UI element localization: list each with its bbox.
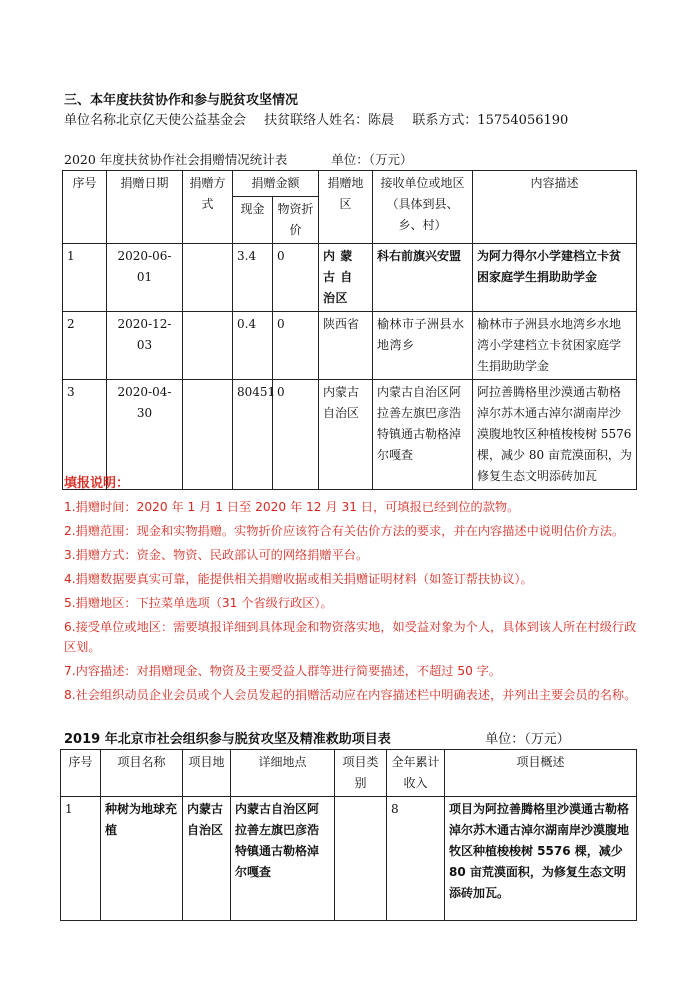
note-item: 7.内容描述：对捐赠现金、物资及主要受益人群等进行简要描述，不超过 50 字。 <box>64 664 502 678</box>
header-amount: 捐赠金额 <box>233 171 319 197</box>
header-region: 捐赠地区 <box>319 171 373 244</box>
note-item: 5.捐赠地区：下拉菜单选项（31 个省级行政区）。 <box>64 596 333 610</box>
table2-unit: 单位：（万元） <box>485 732 570 747</box>
cell-date: 2020-06-01 <box>107 244 183 312</box>
table2-title: 2019 年北京市社会组织参与脱贫攻坚及精准救助项目表 <box>64 732 391 747</box>
table1-title: 2020 年度扶贫协作社会捐赠情况统计表 <box>64 152 288 167</box>
cell-no: 1 <box>61 797 101 921</box>
header-cash: 现金 <box>233 197 273 244</box>
table-row <box>61 797 637 921</box>
filling-notes <box>64 472 644 709</box>
cell-method <box>183 312 233 380</box>
cell-income: 8 <box>387 797 445 921</box>
cell-receiver: 内蒙古自治区阿拉善左旗巴彦浩特镇通古勒格淖尔嘎查 <box>373 380 473 490</box>
table-row <box>63 312 637 380</box>
header-receiver: 接收单位或地区（具体到县、乡、村） <box>373 171 473 244</box>
cell-desc: 阿拉善腾格里沙漠通古勒格淖尔苏木通古淖尔湖南岸沙漠腹地牧区种植梭梭树 5576 棵，减少 80 亩荒漠面积，为修复生态文明添砖加瓦 <box>473 380 637 490</box>
cell-region: 内 蒙 古 自 治区 <box>319 244 373 312</box>
note-item: 1.捐赠时间：2020 年 1 月 1 日至 2020 年 12 月 31 日，可填报已经到位的款物。 <box>64 500 520 514</box>
notes-title: 填报说明： <box>64 476 130 491</box>
cell-date: 2020-04-30 <box>107 380 183 490</box>
cell-goods: 0 <box>273 380 319 490</box>
header-name: 项目名称 <box>101 750 183 797</box>
cell-method <box>183 244 233 312</box>
table-row <box>63 244 637 312</box>
cell-desc: 为阿力得尔小学建档立卡贫困家庭学生捐助助学金 <box>473 244 637 312</box>
header-desc: 内容描述 <box>473 171 637 244</box>
header-method: 捐赠方式 <box>183 171 233 244</box>
cell-category <box>335 797 387 921</box>
cell-receiver: 科右前旗兴安盟 <box>373 244 473 312</box>
note-item: 6.接受单位或地区：需要填报详细到具体现金和物资落实地，如受益对象为个人，具体到该人所在村级行政区划。 <box>64 620 637 654</box>
cell-date: 2020-12-03 <box>107 312 183 380</box>
note-item: 4.捐赠数据要真实可靠，能提供相关捐赠收据或相关捐赠证明材料（如签订帮扶协议）。 <box>64 572 533 586</box>
cell-address: 内蒙古自治区阿拉善左旗巴彦浩特镇通古勒格淖尔嘎查 <box>231 797 335 921</box>
cell-name: 种树为地球充植 <box>101 797 183 921</box>
header-category: 项目类别 <box>335 750 387 797</box>
note-item: 3.捐赠方式：资金、物资、民政部认可的网络捐赠平台。 <box>64 548 369 562</box>
header-place: 项目地 <box>183 750 231 797</box>
cell-goods: 0 <box>273 312 319 380</box>
org-line <box>64 109 582 128</box>
cell-summary: 项目为阿拉善腾格里沙漠通古勒格淖尔苏木通古淖尔湖南岸沙漠腹地牧区种植梭梭树 5576 棵，减少 80 亩荒漠面积，为修复生态文明添砖加瓦。 <box>445 797 637 921</box>
note-item: 2.捐赠范围：现金和实物捐赠。实物折价应该符合有关估价方法的要求，并在内容描述中说明估价方法。 <box>64 524 625 538</box>
cell-desc: 榆林市子洲县水地湾乡水地湾小学建档立卡贫困家庭学生捐助助学金 <box>473 312 637 380</box>
contact-name: 扶贫联络人姓名：陈晨 <box>264 113 395 128</box>
org-name: 单位名称北京亿天使公益基金会 <box>64 113 247 128</box>
header-income: 全年累计收入 <box>387 750 445 797</box>
cell-cash: 80451 <box>233 380 273 490</box>
project-table <box>60 749 637 921</box>
header-summary: 项目概述 <box>445 750 637 797</box>
cell-goods: 0 <box>273 244 319 312</box>
note-item: 8.社会组织动员企业会员或个人会员发起的捐赠活动应在内容描述栏中明确表述，并列出主要会员的名称。 <box>64 688 637 702</box>
table2-caption <box>64 728 570 747</box>
table1-caption <box>64 150 413 168</box>
section-title: 三、本年度扶贫协作和参与脱贫攻坚情况 <box>64 93 299 108</box>
table1-unit: 单位：（万元） <box>331 152 413 167</box>
header-goods: 物资折价 <box>273 197 319 244</box>
cell-no: 3 <box>63 380 107 490</box>
cell-region: 陕西省 <box>319 312 373 380</box>
header-address: 详细地点 <box>231 750 335 797</box>
contact-phone: 联系方式：15754056190 <box>412 113 569 128</box>
cell-place: 内蒙古自治区 <box>183 797 231 921</box>
cell-cash: 3.4 <box>233 244 273 312</box>
header-date: 捐赠日期 <box>107 171 183 244</box>
donation-table <box>62 170 637 490</box>
cell-receiver: 榆林市子洲县水地湾乡 <box>373 312 473 380</box>
cell-no: 2 <box>63 312 107 380</box>
header-no: 序号 <box>63 171 107 244</box>
cell-no: 1 <box>63 244 107 312</box>
cell-cash: 0.4 <box>233 312 273 380</box>
cell-region: 内蒙古自治区 <box>319 380 373 490</box>
header-no: 序号 <box>61 750 101 797</box>
